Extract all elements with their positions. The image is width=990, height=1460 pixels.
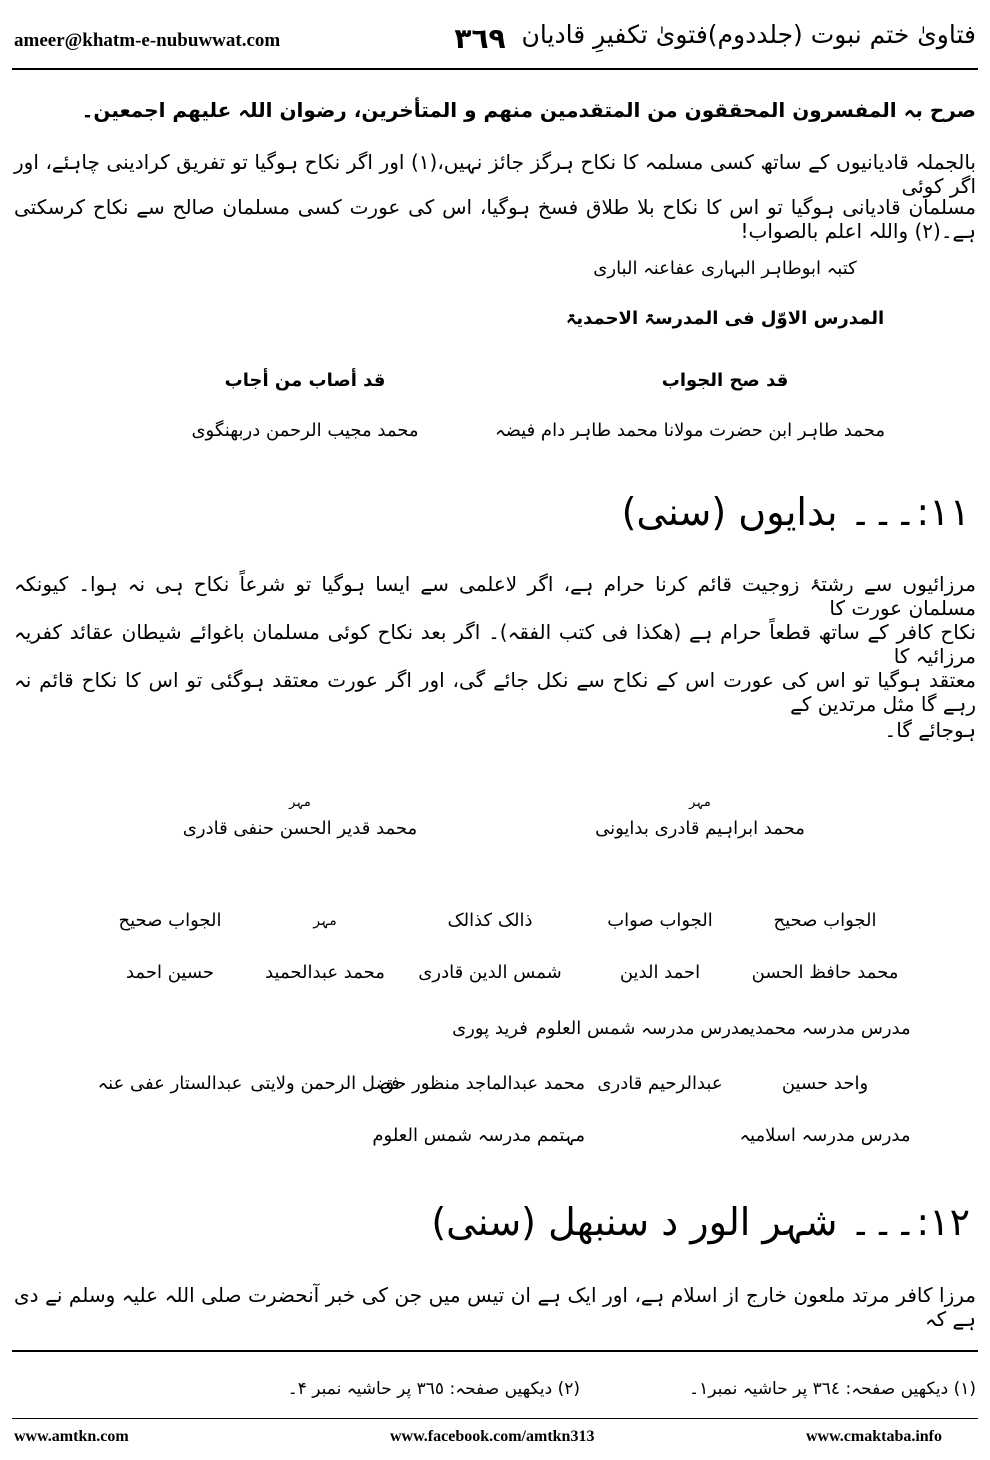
grid-cell: الجواب صواب — [607, 910, 713, 931]
book-title: فتاویٰ ختم نبوت (جلددوم)فتویٰ تکفیرِ قادیان — [521, 20, 976, 49]
footer-link-center[interactable]: www.facebook.com/amtkn313 — [390, 1428, 595, 1445]
paragraph-line: مسلمان قادیانی ہوگیا تو اس کا نکاح بلا طلاق فسخ ہوگیا، اس کی عورت کسی مسلمان صالح سے نکاح کرسکتی ہے۔(۲) واللہ اعلم بالصواب! — [14, 195, 977, 243]
footnote: (۱) دیکھیں صفحہ: ٣٦٤ پر حاشیہ نمبر۱۔ — [689, 1379, 976, 1399]
grid-cell: الجواب صحیح — [773, 910, 877, 931]
header-email: ameer@khatm-e-nubuwwat.com — [14, 30, 281, 51]
grid-cell: محمد حافظ الحسن — [751, 962, 899, 983]
seal-name: محمد قدیر الحسن حنفی قادری — [182, 818, 418, 839]
footnote-divider — [12, 1350, 978, 1352]
grid-cell: عبدالستار عفی عنہ — [97, 1073, 243, 1094]
grid-cell: محمد عبدالحمید — [265, 962, 385, 983]
endorsement-label: قد صح الجواب — [661, 370, 789, 391]
seal-label: مہر — [689, 795, 711, 810]
signer-title: المدرس الاوّل فی المدرسۃ الاحمدیۃ — [565, 308, 885, 329]
footer-divider — [12, 1418, 978, 1419]
grid-cell: محمد عبدالماجد منظور حق — [380, 1073, 585, 1094]
signer-name: کتبہ ابوطاہر البہاری عفاعنہ الباری — [593, 258, 857, 279]
page-number: ٣٦٩ — [454, 22, 506, 55]
endorsement-label: قد أصاب من أجاب — [224, 370, 386, 391]
grid-cell: مہتمم مدرسہ شمس العلوم — [372, 1125, 585, 1146]
grid-cell: الجواب صحیح — [118, 910, 222, 931]
endorser-name: محمد طاہر ابن حضرت مولانا محمد طاہر دام فیضہ — [495, 420, 885, 441]
footer-link-left[interactable]: www.amtkn.com — [14, 1428, 129, 1445]
grid-cell: مدرس مدرسہ محمدیہ — [739, 1018, 911, 1039]
paragraph-line: معتقد ہوگیا تو اس کی عورت اس کے نکاح سے نکل جائے گی، اور اگر عورت معتقد ہوگئی تو اس کا نکاح قائم نہ رہے گا مثل مرتدین کے — [14, 668, 976, 716]
grid-cell: احمد الدین — [619, 962, 701, 983]
grid-cell: حسین احمد — [125, 962, 215, 983]
grid-cell: فرید پوری — [452, 1018, 528, 1039]
grid-cell: ذالک کذالک — [447, 910, 533, 931]
grid-cell: مدرس مدرسہ اسلامیہ — [739, 1125, 911, 1146]
seal-label: مہر — [289, 795, 311, 810]
grid-cell: فضل الرحمن ولایتی — [250, 1073, 400, 1094]
paragraph-line: ہوجائے گا۔ — [884, 718, 976, 742]
seal-name: محمد ابراہیم قادری بدایونی — [595, 818, 805, 839]
footer-link-right[interactable]: www.cmaktaba.info — [806, 1428, 943, 1445]
arabic-citation-line: صرح بہ المفسرون المحققون من المتقدمین منھم و المتأخرین، رضوان اللہ علیھم اجمعین۔ — [81, 98, 976, 122]
section-heading: ۱۱:۔۔۔ بدایوں (سنی) — [621, 490, 970, 534]
footnote: (۲) دیکھیں صفحہ: ٣٦٥ پر حاشیہ نمبر ۴۔ — [287, 1379, 580, 1399]
paragraph-line: نکاح کافر کے ساتھ قطعاً حرام ہے (ھکذا فی کتب الفقہ)۔ اگر بعد نکاح کوئی مسلمان باغوائے شیطان عقائد کفریہ مرزائیہ کا — [14, 620, 976, 668]
endorser-name: محمد مجیب الرحمن دربھنگوی — [191, 420, 419, 441]
paragraph-line: بالجملہ قادیانیوں کے ساتھ کسی مسلمہ کا نکاح ہرگز جائز نہیں،(۱) اور اگر نکاح ہوگیا تو تفریق کرادینی چاہئے، اور اگر کوئی — [14, 150, 977, 198]
grid-cell: مدرس مدرسہ شمس العلوم — [535, 1018, 750, 1039]
paragraph-line: مرزائیوں سے رشتۂ زوجیت قائم کرنا حرام ہے، اگر لاعلمی سے ایسا ہوگیا تو شرعاً نکاح ہی نہ ہوا۔ کیونکہ مسلمان عورت کا — [14, 572, 976, 620]
paragraph-line: مرزا کافر مرتد ملعون خارج از اسلام ہے، اور ایک ہے ان تیس میں جن کی خبر آنحضرت صلی اللہ علیہ وسلم نے دی ہے کہ — [14, 1283, 976, 1331]
header-divider — [12, 68, 978, 70]
grid-cell: شمس الدین قادری — [418, 962, 562, 983]
grid-cell: واحد حسین — [781, 1073, 869, 1094]
grid-cell: عبدالرحیم قادری — [597, 1073, 723, 1094]
grid-cell: مہر — [313, 913, 337, 929]
section-heading: ۱۲:۔۔۔ شہر الور د سنبھل (سنی) — [431, 1200, 970, 1244]
